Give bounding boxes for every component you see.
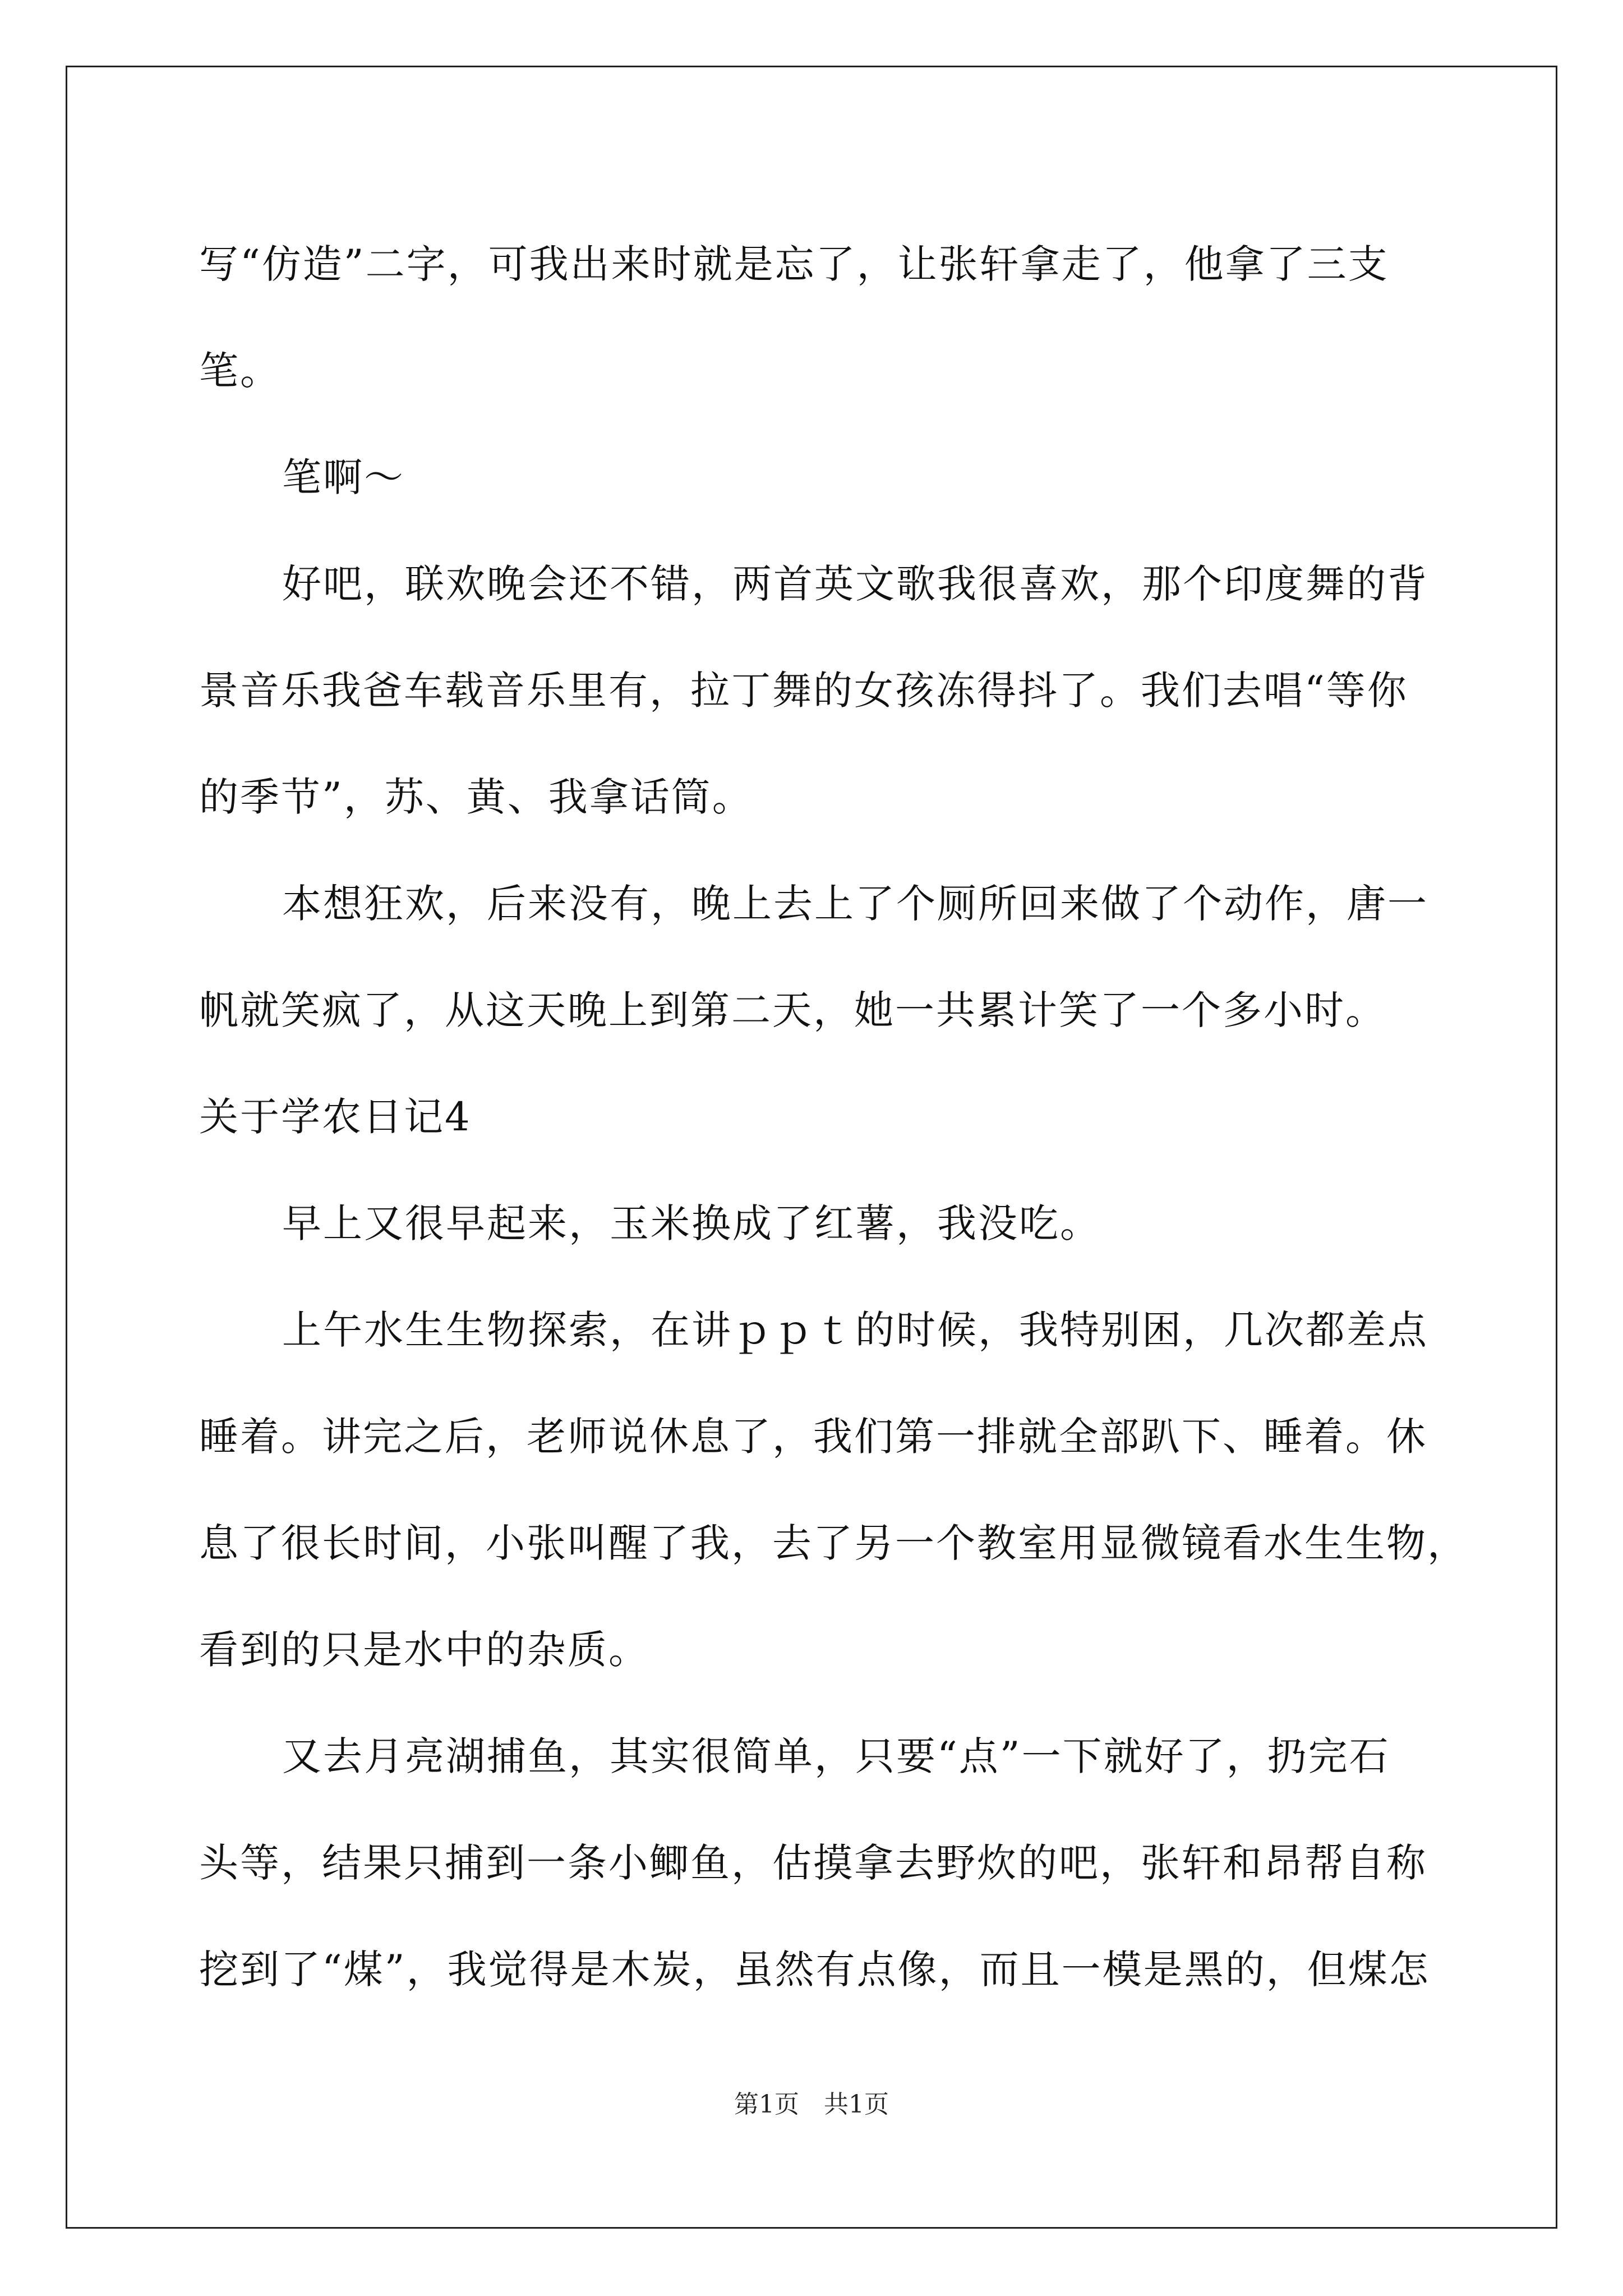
paragraph-line: 的季节”，苏、黄、我拿话筒。 [199,774,753,820]
paragraph-line: 挖到了“煤”，我觉得是木炭，虽然有点像，而且一模是黑的，但煤怎 [199,1947,1430,1993]
paragraph-line: 上午水生生物探索，在讲ｐｐｔ的时候，我特别困，几次都差点 [282,1307,1428,1353]
page-footer [0,2088,1623,2122]
paragraph-line: 好吧，联欢晚会还不错，两首英文歌我很喜欢，那个印度舞的背 [282,561,1428,607]
page-number: 第1页 [734,2090,799,2119]
paragraph-line: 帆就笑疯了，从这天晚上到第二天，她一共累计笑了一个多小时。 [199,987,1386,1033]
paragraph-line: 看到的只是水中的杂质。 [199,1627,649,1673]
paragraph-line: 写“仿造”二字，可我出来时就是忘了，让张轩拿走了，他拿了三支 [199,241,1389,287]
document-body [199,211,1467,2023]
paragraph-line: 头等，结果只捕到一条小鲫鱼，估摸拿去野炊的吧，张轩和昂帮自称 [199,1840,1427,1886]
page-total: 共1页 [824,2090,889,2119]
paragraph-line: 睡着。讲完之后，老师说休息了，我们第一排就全部趴下、睡着。休 [199,1414,1427,1460]
paragraph-line: 笔啊～ [282,454,405,500]
paragraph-line: 景音乐我爸车载音乐里有，拉丁舞的女孩冻得抖了。我们去唱“等你 [199,668,1408,714]
section-heading: 关于学农日记4 [199,1094,472,1140]
paragraph-line: 又去月亮湖捕鱼，其实很简单，只要“点”一下就好了，扔完石 [282,1733,1390,1779]
paragraph-line: 笔。 [199,348,281,394]
paragraph-line: 息了很长时间，小张叫醒了我，去了另一个教室用显微镜看水生生物， [199,1520,1468,1566]
paragraph-line: 早上又很早起来，玉米换成了红薯，我没吃。 [282,1200,1101,1246]
paragraph-line: 本想狂欢，后来没有，晚上去上了个厕所回来做了个动作，唐一 [282,881,1428,927]
